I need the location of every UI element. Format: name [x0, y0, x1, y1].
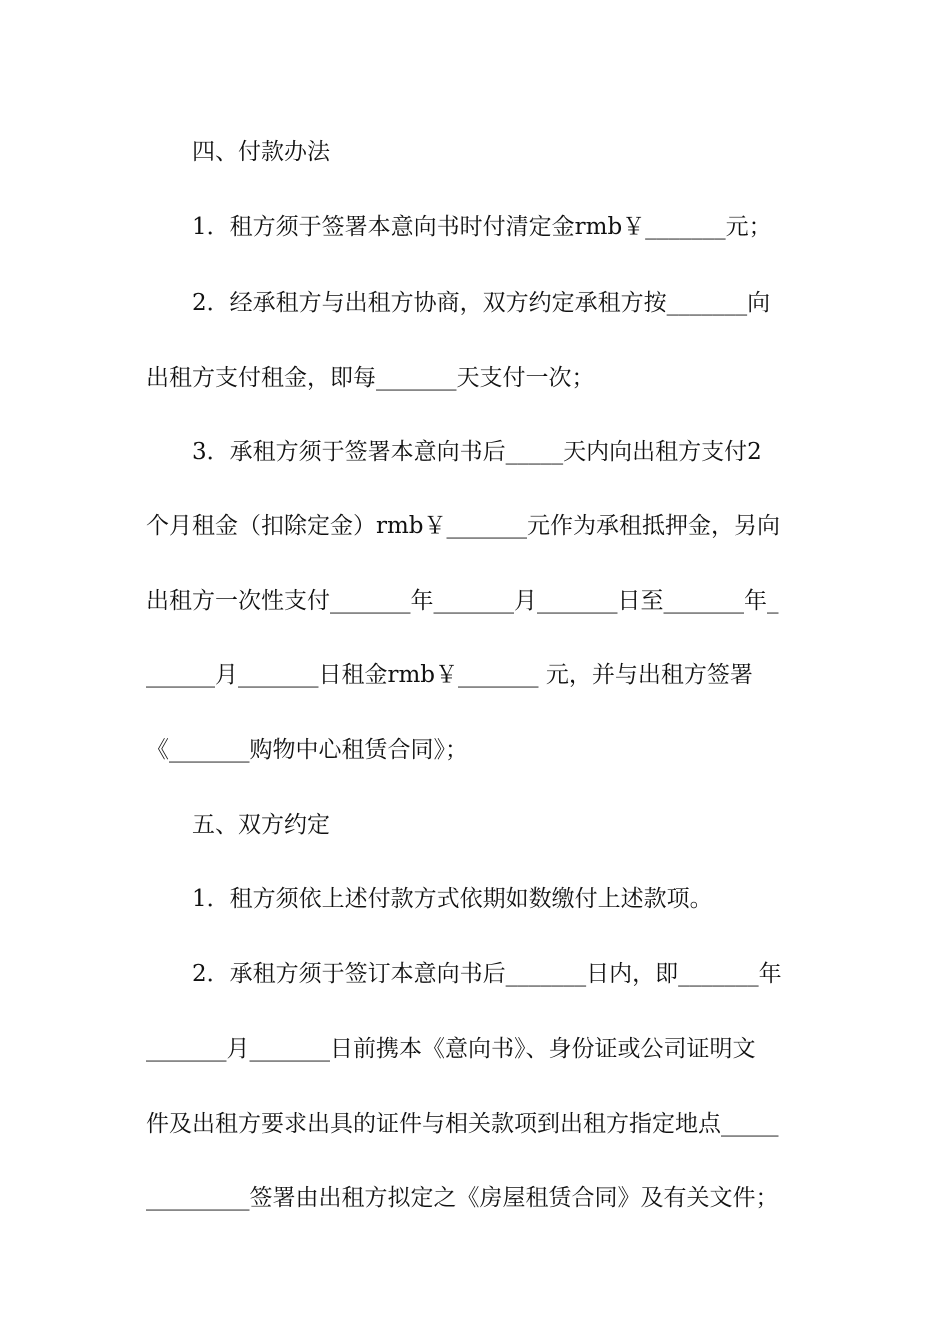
- paragraph-line: 件及出租方要求出具的证件与相关款项到出租方指定地点_____: [146, 1111, 779, 1137]
- paragraph-line: _________签署由出租方拟定之《房屋租赁合同》及有关文件；: [146, 1185, 779, 1211]
- paragraph-line: 3．承租方须于签署本意向书后_____天内向出租方支付2: [192, 439, 762, 465]
- section-heading-agreement: 五、双方约定: [192, 812, 330, 838]
- paragraph-line: 2．经承租方与出租方协商，双方约定承租方按_______向: [192, 290, 771, 316]
- paragraph-line: 出租方支付租金，即每_______天支付一次；: [146, 365, 595, 391]
- paragraph-line: 1．租方须依上述付款方式依期如数缴付上述款项。: [192, 886, 713, 912]
- paragraph-line: 个月租金（扣除定金）rmb￥_______元作为承租抵押金，另向: [146, 513, 781, 539]
- paragraph-line: ______月_______日租金rmb￥_______ 元，并与出租方签署: [146, 662, 753, 688]
- paragraph-line: 1．租方须于签署本意向书时付清定金rmb￥_______元；: [192, 214, 772, 240]
- paragraph-line: 出租方一次性支付_______年_______月_______日至_______年_: [146, 588, 779, 614]
- paragraph-line: 2．承租方须于签订本意向书后_______日内，即_______年: [192, 961, 782, 987]
- paragraph-line: _______月_______日前携本《意向书》、身份证或公司证明文: [146, 1036, 756, 1062]
- paragraph-line: 《_______购物中心租赁合同》；: [146, 737, 468, 763]
- section-heading-payment: 四、付款办法: [192, 139, 330, 165]
